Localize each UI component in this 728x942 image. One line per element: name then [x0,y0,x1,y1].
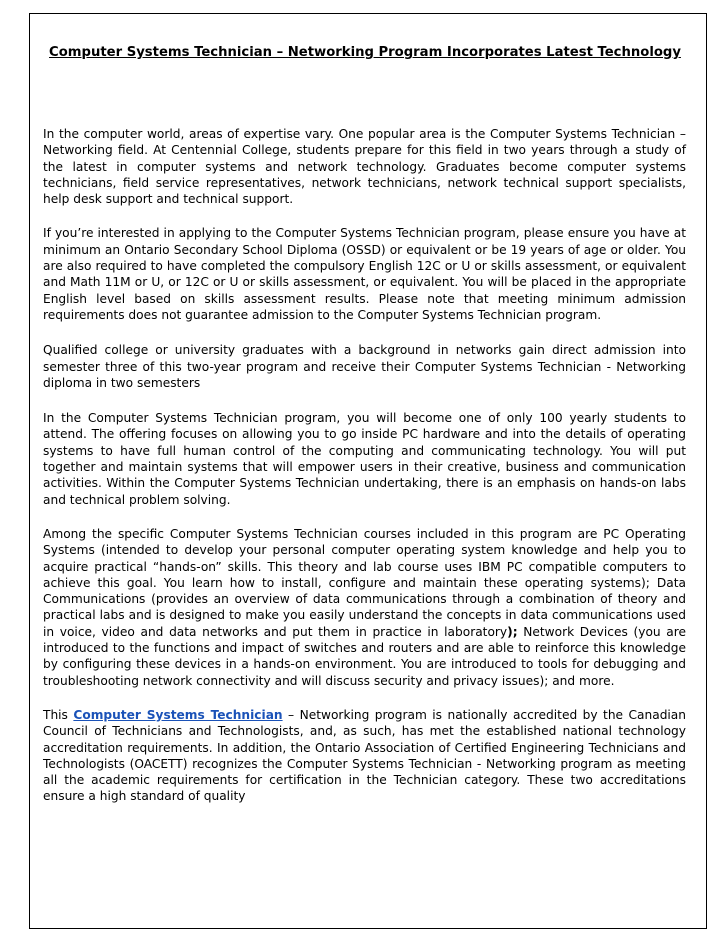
paragraph-4: In the Computer Systems Technician program, you will become one of only 100 yearly students to attend. The offering focuses on allowing you to go inside PC hardware and into the details of operating systems to have full human control of the computing and communicating technology. You will put together and maintain systems that will empower users in their creative, business and communication activities. Within the Computer Systems Technician undertaking, there is an emphasis on hands-on labs and technical problem solving. [43,411,686,507]
paragraph-5-text-a: Among the specific Computer Systems Technician courses included in this program are PC Operating Systems (intended to develop your personal computer operating system knowledge and help you to acquire practical “hands-on” skills. This theory and lab course uses IBM PC compatible computers to achieve this goal. You learn how to install, configure and maintain these operating systems); Data Communications (provides an overview of data communications through a combination of theory and practical labs and is designed to make you easily understand the concepts in data communications used in voice, video and data networks and put them in practice in laboratory [43,526,686,639]
paragraph-5-bold: ); [507,624,518,639]
paragraph-5-text-b: Network Devices (you are introduced to the functions and impact of switches and routers and are able to reinforce this knowledge by configuring these devices in a hands-on environment. You are introduced to tools for debugging and troubleshooting network connectivity and will discuss security and privacy issues); and more. [43,624,686,688]
paragraph-6-text-a: This [43,707,74,722]
paragraph-6 [43,707,686,805]
paragraph-1: In the computer world, areas of expertise vary. One popular area is the Computer Systems Technician – Networking field. At Centennial College, students prepare for this field in two years through a study of the latest in computer systems and network technology. Graduates become computer systems technicians, field service representatives, network technicians, network technical support specialists, help desk support and technical support. [43,127,686,207]
paragraph-2: If you’re interested in applying to the Computer Systems Technician program, please ensure you have at minimum an Ontario Secondary School Diploma (OSSD) or equivalent or be 19 years of age or older. You are also required to have completed the compulsory English 12C or U or skills assessment, or equivalent and Math 11M or U, or 12C or U or skills assessment, or equivalent. You will be placed in the appropriate English level based on skills assessment results. Please note that meeting minimum admission requirements does not guarantee admission to the Computer Systems Technician program. [43,226,686,322]
document-body [43,126,686,805]
paragraph-6-text-b: – Networking program is nationally accredited by the Canadian Council of Technicians and Technologists, and, as such, has met the established national technology accreditation requirements. In addition, the Ontario Association of Certified Engineering Technicians and Technologists (OACETT) recognizes the Computer Systems Technician - Networking program as meeting all the academic requirements for certification in the Technician category. These two accreditations ensure a high standard of quality [43,707,687,804]
computer-systems-technician-link[interactable]: Computer Systems Technician [73,707,283,722]
paragraph-5 [43,526,686,689]
paragraph-3: Qualified college or university graduates with a background in networks gain direct admission into semester three of this two-year program and receive their Computer Systems Technician - Networking diploma in two semesters [43,343,686,390]
document-title: Computer Systems Technician – Networking Program Incorporates Latest Technology [49,45,681,60]
